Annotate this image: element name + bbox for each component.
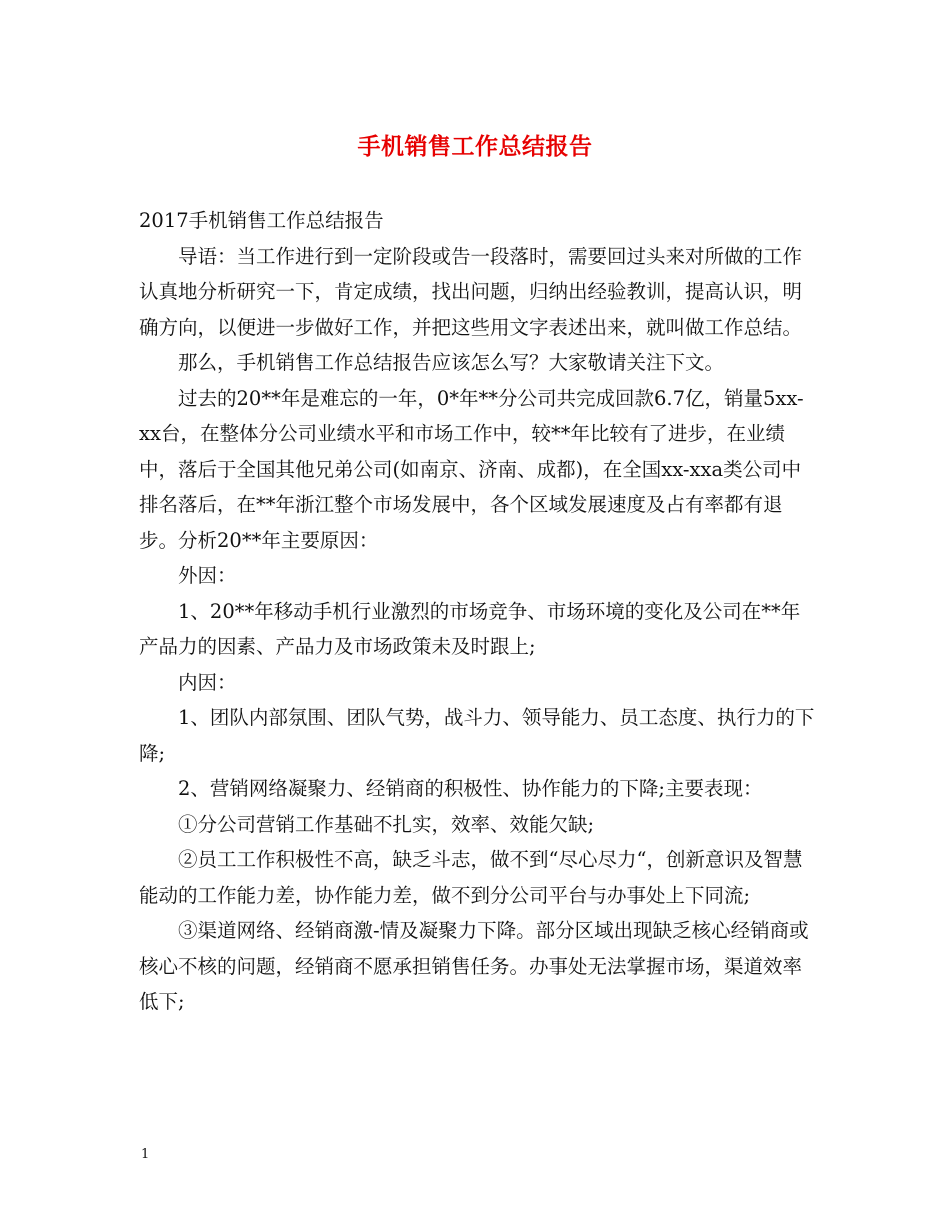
paragraph-internal-2: 2、营销网络凝聚力、经销商的积极性、协作能力的下降;主要表现： [178, 777, 763, 800]
page-number: 1 [141, 1147, 150, 1162]
paragraph-external-1: 1、20**年移动手机行业激烈的市场竞争、市场环境的变化及公司在**年产品力的因素、产品力及市场政策未及时跟上; [139, 599, 801, 658]
heading-internal-causes: 内因： [178, 670, 237, 694]
paragraph-point-1: ①分公司营销工作基础不扎实，效率、效能欠缺; [178, 812, 595, 836]
document-subtitle: 2017手机销售工作总结报告 [139, 209, 384, 232]
paragraph-internal-1: 1、团队内部氛围、团队气势，战斗力、领导能力、员工态度、执行力的下降; [139, 706, 815, 765]
document-body [139, 203, 819, 1020]
paragraph-lead: 那么，手机销售工作总结报告应该怎么写？大家敬请关注下文。 [178, 351, 725, 374]
document-title: 手机销售工作总结报告 [357, 133, 593, 160]
paragraph-point-3: ③渠道网络、经销商激-情及凝聚力下降。部分区域出现缺乏核心经销商或核心不核的问题，经销商不愿承担销售任务。办事处无法掌握市场，渠道效率低下; [139, 919, 809, 1013]
paragraph-review: 过去的20**年是难忘的一年，0*年**分公司共完成回款6.7亿，销量5xx-xx台，在整体分公司业绩水平和市场工作中，较**年比较有了进步，在业绩中，落后于全国其他兄弟公司(如南京、济南、成都)，在全国xx-xxa类公司中排名落后，在**年浙江整个市场发展中，各个区域发展速度及占有率都有退步。分析20**年主要原因： [139, 386, 804, 552]
paragraph-intro: 导语：当工作进行到一定阶段或告一段落时，需要回过头来对所做的工作认真地分析研究一下，肯定成绩，找出问题，归纳出经验教训，提高认识，明确方向，以便进一步做好工作，并把这些用文字表述出来，就叫做工作总结。 [139, 244, 803, 339]
heading-external-causes: 外因： [178, 564, 237, 587]
paragraph-point-2: ②员工工作积极性不高，缺乏斗志，做不到“尽心尽力“，创新意识及智慧能动的工作能力差，协作能力差，做不到分公司平台与办事处上下同流; [139, 848, 803, 907]
